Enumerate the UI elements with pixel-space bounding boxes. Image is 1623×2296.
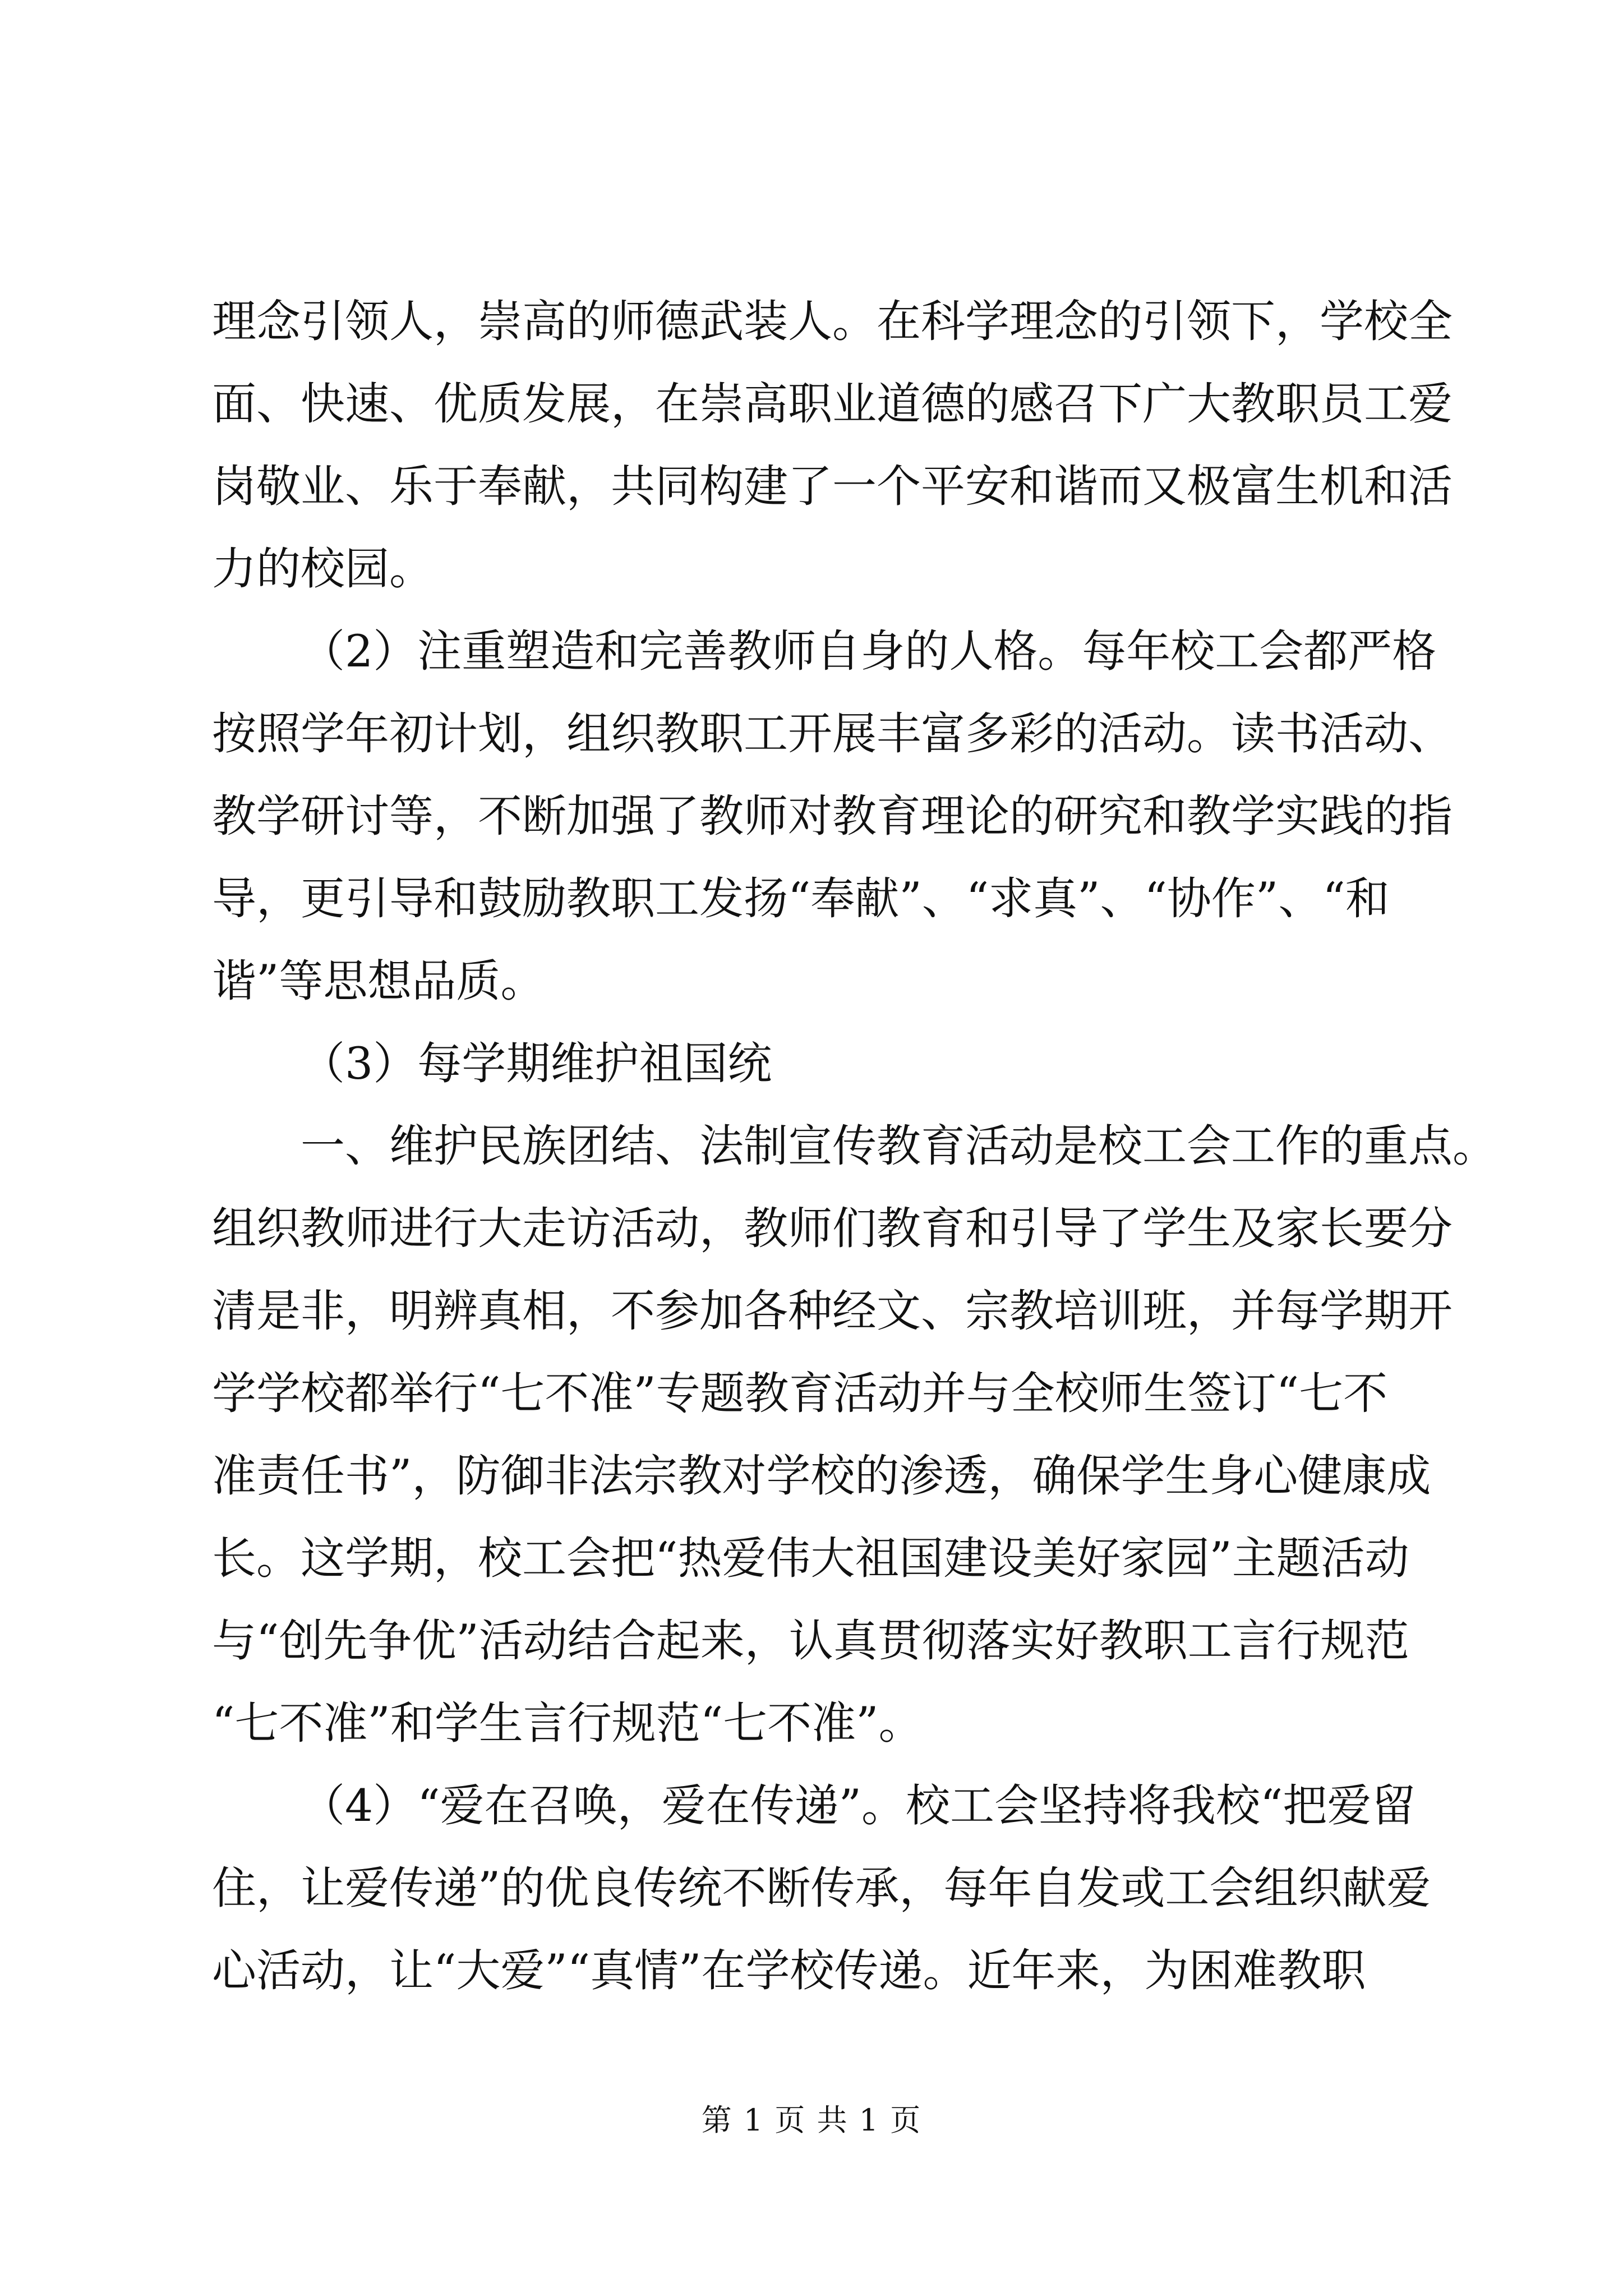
text-line: 理念引领人，崇高的师德武装人。在科学理念的引领下，学校全 <box>212 296 1453 347</box>
text-line: 按照学年初计划，组织教职工开展丰富多彩的活动。读书活动、 <box>212 708 1453 760</box>
text-line: （2）注重塑造和完善教师自身的人格。每年校工会都严格 <box>301 625 1437 677</box>
text-line: 准责任书”，防御非法宗教对学校的渗透，确保学生身心健康成 <box>212 1450 1431 1502</box>
text-line: （4）“爱在召唤，爱在传递”。校工会坚持将我校“把爱留 <box>301 1780 1416 1832</box>
document-body <box>212 280 1497 2012</box>
text-line: 心活动，让“大爱”“真情”在学校传递。近年来，为困难教职 <box>212 1945 1366 1996</box>
text-line: 住，让爱传递”的优良传统不断传承，每年自发或工会组织献爱 <box>212 1862 1431 1914</box>
text-line: 长。这学期，校工会把“热爱伟大祖国建设美好家园”主题活动 <box>212 1533 1409 1584</box>
text-line: 清是非，明辨真相，不参加各种经文、宗教培训班，并每学期开 <box>212 1285 1453 1337</box>
text-line: 谐”等思想品质。 <box>212 955 545 1007</box>
text-line: 力的校园。 <box>212 543 434 595</box>
text-line: 一、维护民族团结、法制宣传教育活动是校工会工作的重点。 <box>301 1120 1497 1172</box>
text-line: 学学校都举行“七不准”专题教育活动并与全校师生签订“七不 <box>212 1368 1388 1419</box>
page-footer <box>0 2101 1623 2140</box>
text-line: 导，更引导和鼓励教职工发扬“奉献”、“求真”、“协作”、“和 <box>212 873 1390 924</box>
text-line: 与“创先争优”活动结合起来，认真贯彻落实好教职工言行规范 <box>212 1615 1409 1667</box>
page-number-label: 第 1 页 共 1 页 <box>701 2102 922 2138</box>
text-line: “七不准”和学生言行规范“七不准”。 <box>212 1697 923 1749</box>
text-line: （3）每学期维护祖国统 <box>301 1038 772 1089</box>
text-line: 教学研讨等，不断加强了教师对教育理论的研究和教学实践的指 <box>212 790 1453 842</box>
text-line: 岗敬业、乐于奉献，共同构建了一个平安和谐而又极富生机和活 <box>212 461 1453 512</box>
text-line: 面、快速、优质发展，在崇高职业道德的感召下广大教职员工爱 <box>212 378 1453 430</box>
text-line: 组织教师进行大走访活动，教师们教育和引导了学生及家长要分 <box>212 1203 1453 1254</box>
